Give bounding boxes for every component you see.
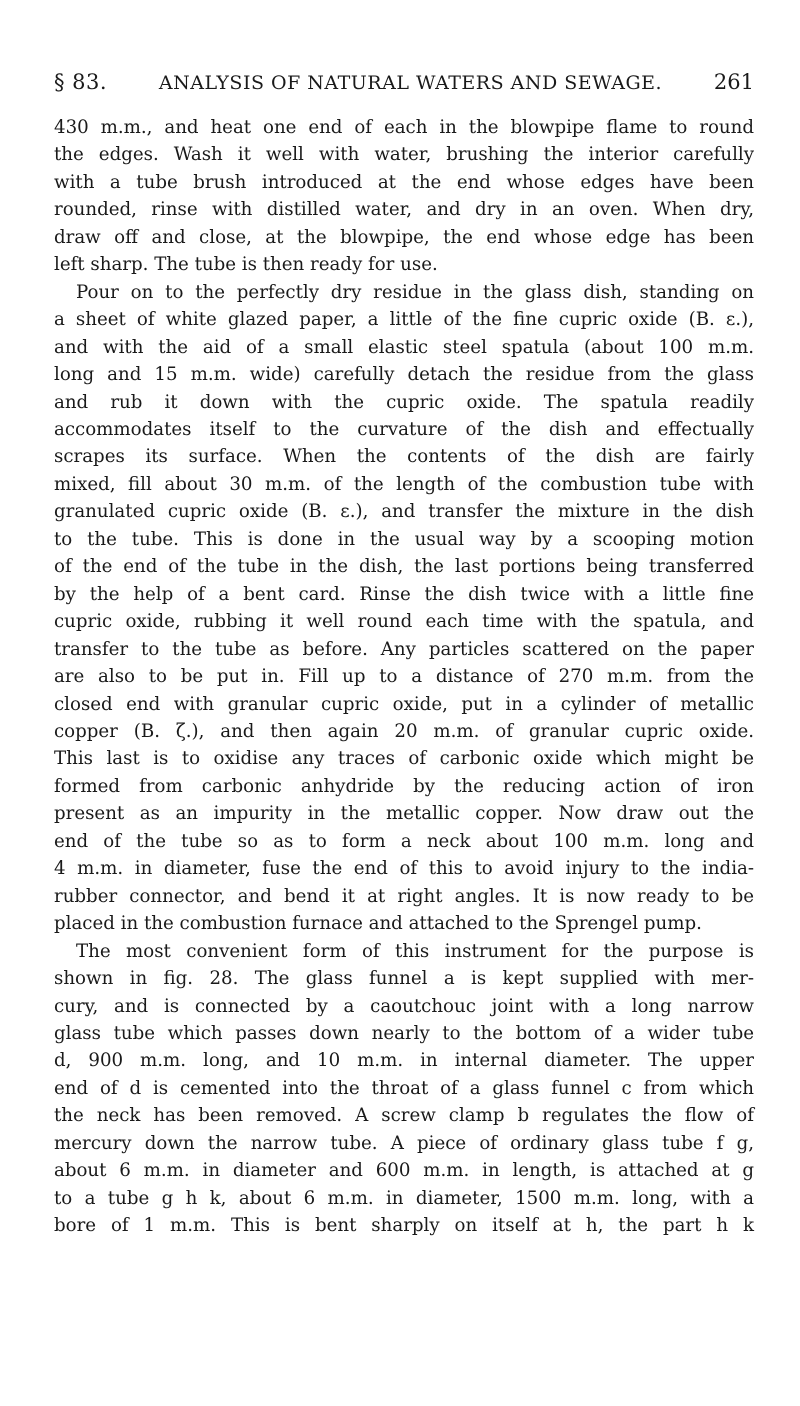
text-line: bore of 1 m.m. This is bent sharply on itself at h, the part h k [54, 1215, 754, 1237]
text-line: cury, and is connected by a caoutchouc joint with a long narrow [54, 995, 754, 1017]
text-line: to the tube. This is done in the usual way by a scooping motion [54, 528, 754, 550]
text-line: Pour on to the perfectly dry residue in the glass dish, standing on [76, 281, 754, 303]
section-number: § 83. [54, 70, 108, 94]
text-line: scrapes its surface. When the contents of the dish are fairly [54, 446, 754, 468]
text-line: mercury down the narrow tube. A piece of ordinary glass tube f g, [54, 1132, 754, 1154]
text-line: formed from carbonic anhydride by the reducing action of iron [54, 775, 754, 797]
body-text [54, 114, 754, 1240]
text-line: glass tube which passes down nearly to the bottom of a wider tube [54, 1022, 754, 1044]
text-line: accommodates itself to the curvature of the dish and effectually [54, 418, 754, 440]
text-line: draw off and close, at the blowpipe, the end whose edge has been [54, 226, 754, 248]
text-line: and with the aid of a small elastic steel spatula (about 100 m.m. [54, 336, 754, 358]
text-line: end of d is cemented into the throat of a glass funnel c from which [54, 1077, 754, 1099]
document-page [54, 70, 754, 1240]
text-line: and rub it down with the cupric oxide. The spatula readily [54, 391, 754, 413]
running-title: ANALYSIS OF NATURAL WATERS AND SEWAGE. [158, 72, 663, 94]
text-line: the neck has been removed. A screw clamp b regulates the flow of [54, 1105, 754, 1127]
text-line: by the help of a bent card. Rinse the dish twice with a little fine [54, 583, 754, 605]
text-line: 4 m.m. in diameter, fuse the end of this to avoid injury to the india- [54, 858, 754, 880]
text-line: rubber connector, and bend it at right angles. It is now ready to be [54, 885, 754, 907]
text-line: about 6 m.m. in diameter and 600 m.m. in length, is attached at g [54, 1160, 754, 1182]
text-line: shown in fig. 28. The glass funnel a is kept supplied with mer- [54, 968, 754, 990]
text-line: end of the tube so as to form a neck about 100 m.m. long and [54, 830, 754, 852]
text-line: copper (B. ζ.), and then again 20 m.m. of granular cupric oxide. [54, 720, 754, 742]
text-line: are also to be put in. Fill up to a distance of 270 m.m. from the [54, 666, 754, 688]
text-line: placed in the combustion furnace and attached to the Sprengel pump. [54, 913, 702, 935]
text-line: with a tube brush introduced at the end whose edges have been [54, 171, 754, 193]
page-number: 261 [713, 70, 754, 94]
text-line: to a tube g h k, about 6 m.m. in diameter, 1500 m.m. long, with a [54, 1187, 754, 1209]
text-line: 430 m.m., and heat one end of each in the blowpipe flame to round [54, 117, 754, 138]
text-line: of the end of the tube in the dish, the last portions being transferred [54, 556, 754, 578]
text-line: This last is to oxidise any traces of carbonic oxide which might be [54, 748, 754, 770]
text-line: left sharp. The tube is then ready for use. [54, 254, 438, 276]
text-line: d, 900 m.m. long, and 10 m.m. in internal diameter. The upper [54, 1050, 754, 1072]
text-line: The most convenient form of this instrument for the purpose is [76, 940, 754, 962]
running-header [54, 70, 754, 106]
text-line: rounded, rinse with distilled water, and dry in an oven. When dry, [54, 199, 754, 221]
text-line: granulated cupric oxide (B. ε.), and transfer the mixture in the dish [54, 501, 754, 523]
text-line: long and 15 m.m. wide) carefully detach the residue from the glass [54, 364, 754, 386]
text-line: transfer to the tube as before. Any particles scattered on the paper [54, 638, 754, 660]
text-line: the edges. Wash it well with water, brushing the interior carefully [54, 144, 754, 166]
text-line: a sheet of white glazed paper, a little of the fine cupric oxide (B. ε.), [54, 309, 754, 331]
text-line: cupric oxide, rubbing it well round each time with the spatula, and [54, 611, 754, 633]
text-line: closed end with granular cupric oxide, put in a cylinder of metallic [54, 693, 754, 715]
text-line: present as an impurity in the metallic copper. Now draw out the [54, 803, 754, 825]
text-line: mixed, fill about 30 m.m. of the length of the combustion tube with [54, 473, 754, 495]
